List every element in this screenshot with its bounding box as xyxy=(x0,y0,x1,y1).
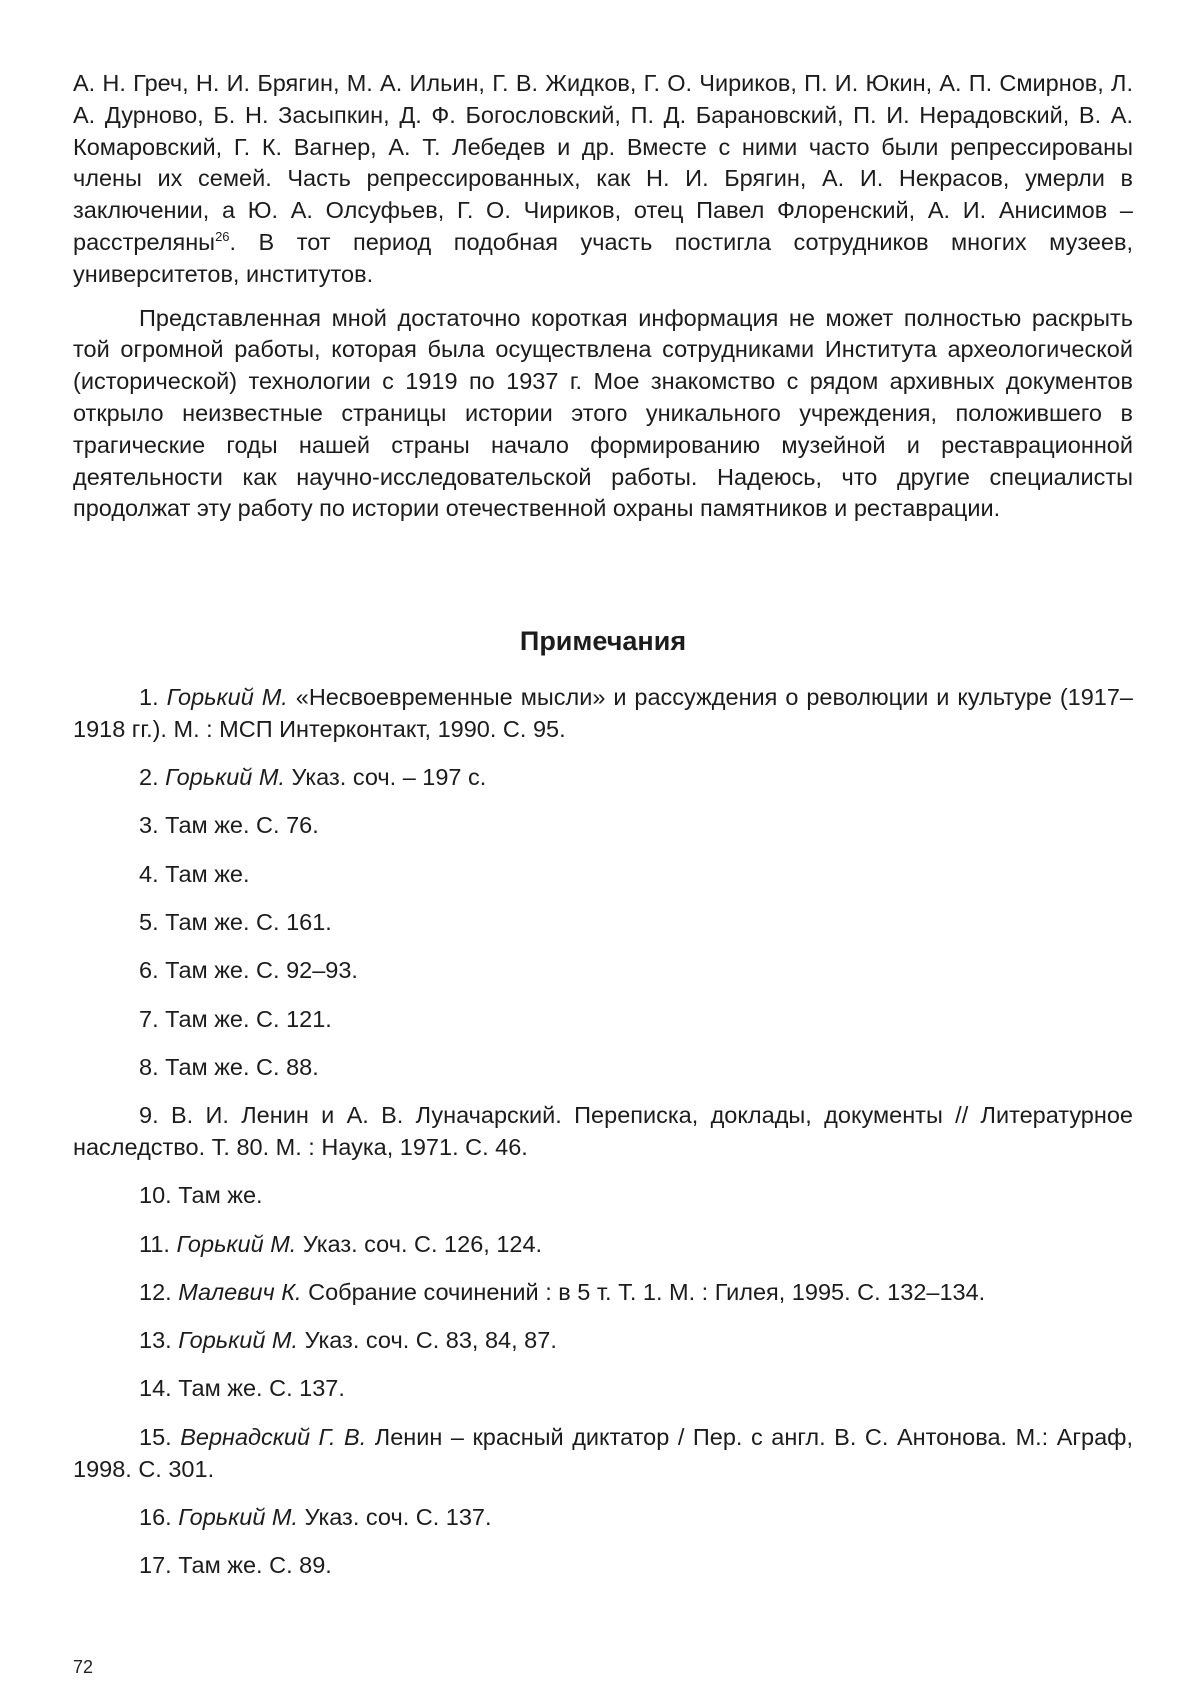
note-item xyxy=(73,1550,1133,1582)
page-content xyxy=(73,68,1134,1579)
footnote-ref-26[interactable]: 26 xyxy=(215,228,230,244)
body-paragraph-2: Представленная мной достаточно короткая информация не может полностью раскрыть той огромной работы, которая была осуществлена сотрудниками Института археологической (исторической) технологии с 1919 по 1937 г. Мое знакомство с рядом архивных документов открыло неизвестные страницы истории этого уникального учреждения, положившего в трагические годы нашей страны начало формированию музейной и реставрационной деятельности как научно-исследовательской работы. Надеюсь, что другие специалисты продолжат эту работу по истории отечественной охраны памятников и реставрации. xyxy=(73,304,1133,522)
note-text: В. И. Ленин и А. В. Луначарский. Переписка, доклады, документы // Литературное наследство. Т. 80. М. : Наука, 1971. С. 46. xyxy=(73,1102,1133,1160)
note-number: 1. xyxy=(139,684,159,710)
note-number: 10. xyxy=(139,1182,172,1209)
note-author: Горький М. xyxy=(165,764,285,791)
note-item xyxy=(73,1052,1133,1084)
note-text: Там же. С. 121. xyxy=(165,1005,332,1032)
note-text: Там же. xyxy=(178,1182,263,1209)
note-number: 12. xyxy=(139,1278,172,1305)
notes-heading: Примечания xyxy=(519,626,687,656)
note-item xyxy=(73,1277,1133,1309)
note-author: Горький М. xyxy=(178,1503,299,1530)
note-item xyxy=(73,1180,1133,1212)
body-paragraph-1 xyxy=(73,68,1133,291)
note-item xyxy=(73,955,1133,987)
note-item xyxy=(73,1502,1133,1534)
note-item xyxy=(73,907,1133,939)
note-text: Там же. С. 92–93. xyxy=(165,957,358,984)
page-number: 72 xyxy=(73,1657,94,1677)
note-item xyxy=(73,1373,1133,1405)
note-text: Там же. xyxy=(165,860,250,887)
note-text: Собрание сочинений : в 5 т. Т. 1. М. : Гилея, 1995. С. 132–134. xyxy=(308,1278,986,1305)
note-number: 13. xyxy=(139,1327,172,1354)
note-item xyxy=(73,1004,1133,1036)
note-item xyxy=(73,810,1133,842)
note-number: 14. xyxy=(139,1375,172,1402)
note-text: Там же. С. 137. xyxy=(178,1375,345,1402)
note-item xyxy=(73,1229,1133,1261)
note-item xyxy=(73,1325,1133,1357)
note-text: Указ. соч. С. 137. xyxy=(304,1503,492,1530)
note-item xyxy=(73,1422,1133,1486)
note-number: 8. xyxy=(139,1053,159,1080)
notes-list xyxy=(73,682,1133,1598)
note-text: Там же. С. 88. xyxy=(165,1053,319,1080)
note-text: Там же. С. 161. xyxy=(165,908,332,935)
note-text: Там же. С. 89. xyxy=(178,1552,332,1579)
note-number: 2. xyxy=(139,764,159,791)
note-author: Малевич К. xyxy=(178,1278,302,1305)
note-text: Указ. соч. С. 126, 124. xyxy=(302,1230,543,1257)
note-number: 5. xyxy=(139,908,159,935)
body-paragraph-1-text-after: . В тот период подобная участь постигла сотрудников многих музеев, университетов, институтов. xyxy=(73,228,1133,287)
note-item xyxy=(73,682,1133,746)
note-number: 7. xyxy=(139,1005,159,1032)
note-author: Вернадский Г. В. xyxy=(180,1423,367,1450)
note-item xyxy=(73,762,1133,794)
body-paragraph-1-text: А. Н. Греч, Н. И. Брягин, М. А. Ильин, Г. В. Жидков, Г. О. Чириков, П. И. Юкин, А. П. Смирнов, Л. А. Дурново, Б. Н. Засыпкин, Д. Ф. Богословский, П. Д. Барановский, П. И. Нерадовский, В. А. Комаровский, Г. К. Вагнер, А. Т. Лебедев и др. Вместе с ними часто были репрессированы члены их семей. Часть репрессированных, как Н. И. Брягин, А. И. Некрасов, умерли в заключении, а Ю. А. Олсуфьев, Г. О. Чириков, отец Павел Флоренский, А. И. Анисимов – расстреляны xyxy=(73,70,1133,255)
note-number: 17. xyxy=(139,1552,172,1579)
note-text: «Несвоевременные мысли» и рассуждения о революции и культуре (1917–1918 гг.). М. : МСП Интерконтакт, 1990. С. 95. xyxy=(73,684,1134,742)
note-author: Горький М. xyxy=(166,684,288,710)
note-item xyxy=(73,859,1133,891)
note-number: 16. xyxy=(139,1503,172,1530)
note-number: 4. xyxy=(139,860,159,887)
note-number: 11. xyxy=(139,1230,170,1257)
note-text: Указ. соч. С. 83, 84, 87. xyxy=(304,1327,557,1354)
note-item xyxy=(73,1100,1133,1164)
note-text: Ленин – красный диктатор / Пер. с англ. В. С. Антонова. М.: Аграф, 1998. С. 301. xyxy=(73,1423,1134,1482)
note-number: 3. xyxy=(139,812,159,839)
note-author: Горький М. xyxy=(176,1230,297,1257)
note-author: Горький М. xyxy=(178,1327,299,1354)
note-number: 9. xyxy=(139,1102,159,1129)
note-text: Там же. С. 76. xyxy=(165,812,319,839)
note-text: Указ. соч. – 197 с. xyxy=(291,764,487,791)
note-number: 6. xyxy=(139,957,159,984)
note-number: 15. xyxy=(139,1423,172,1450)
